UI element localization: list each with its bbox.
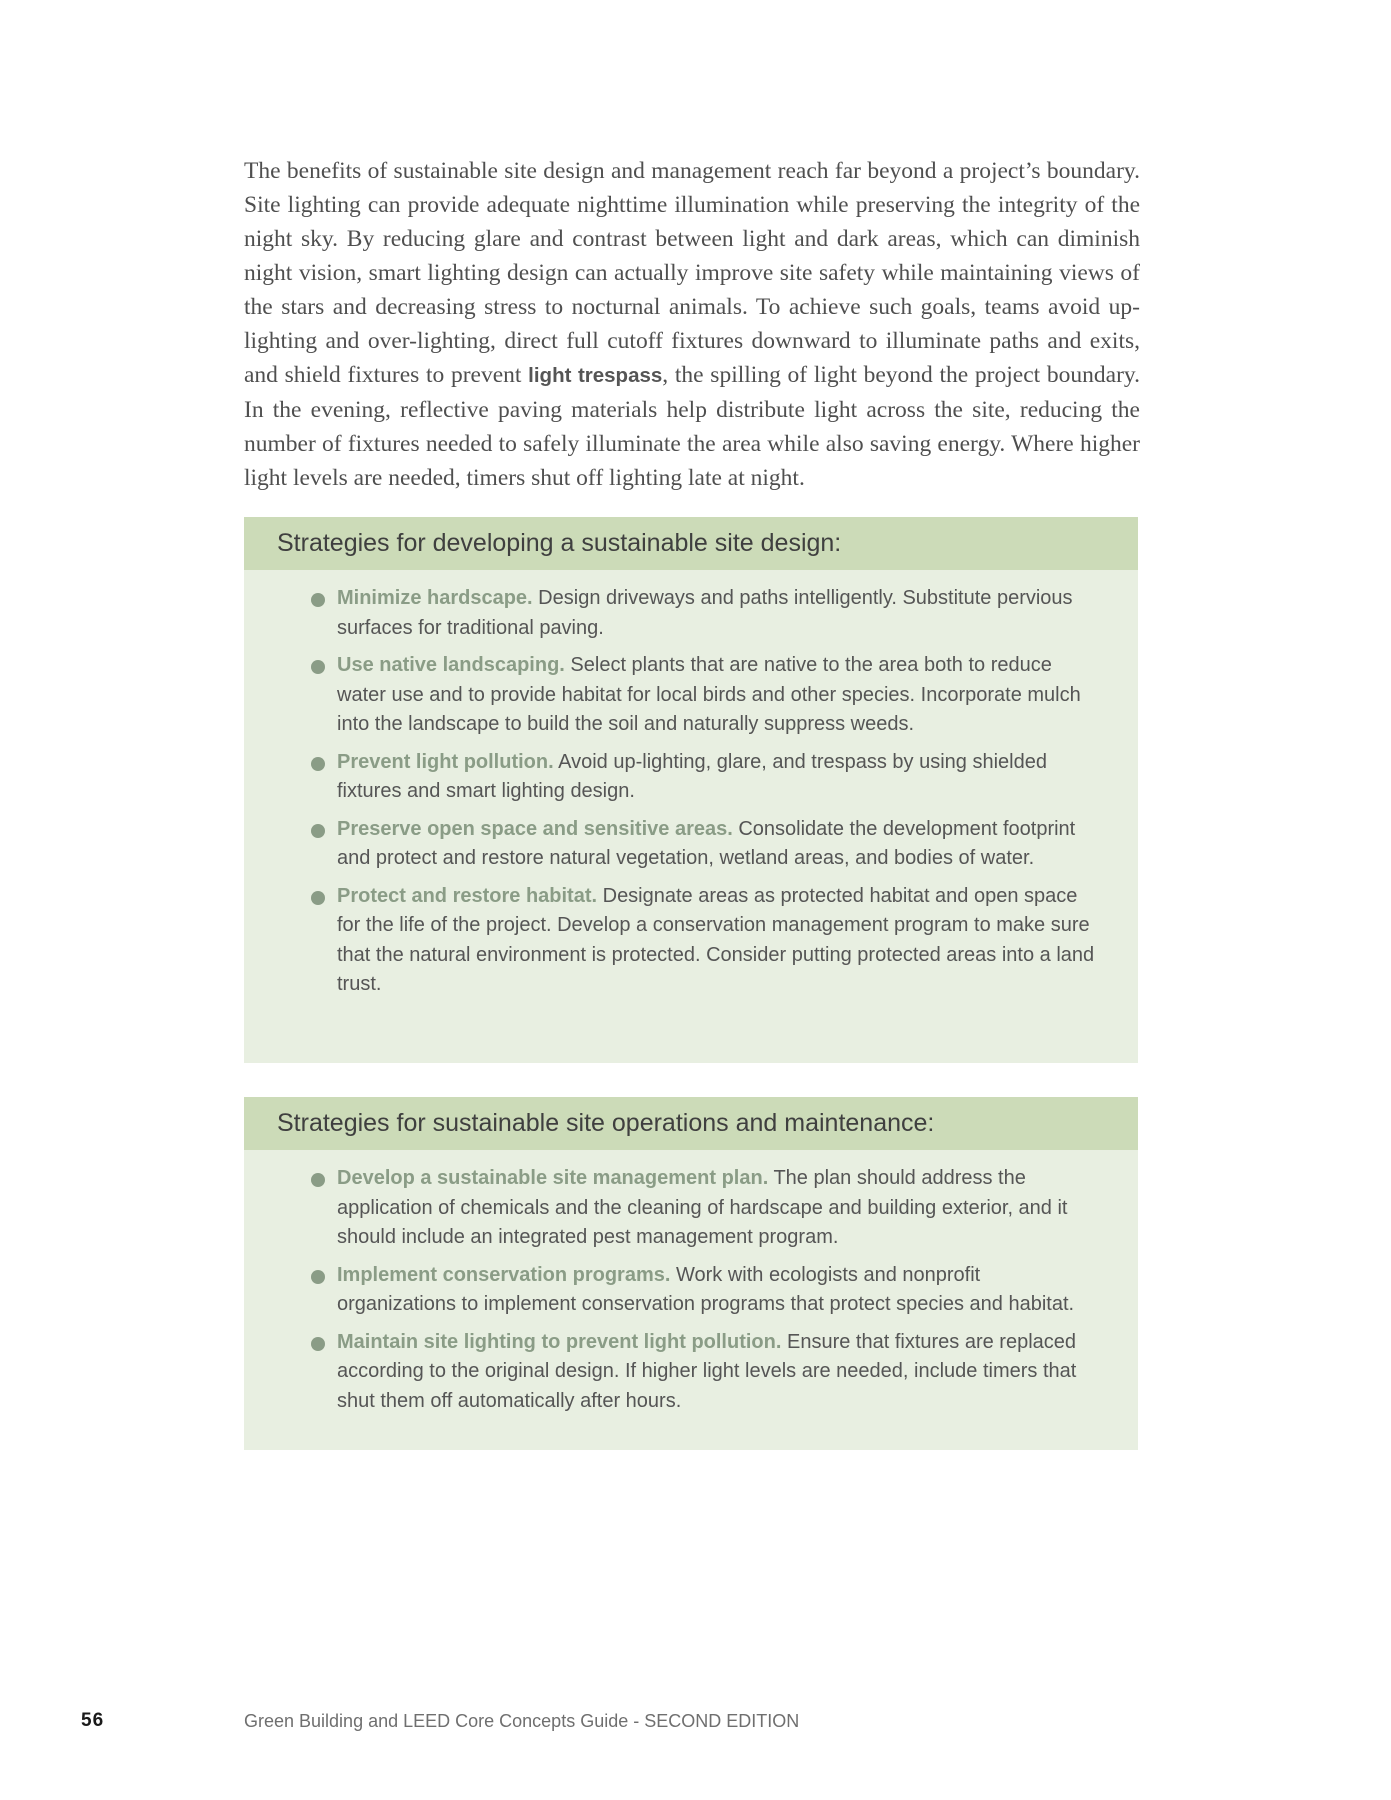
- design-strategies-box: [244, 517, 1138, 1063]
- list-item: [337, 1328, 1102, 1417]
- strategy-lead: Minimize hardscape.: [337, 587, 533, 609]
- page-number: 56: [81, 1710, 105, 1731]
- list-item: [337, 815, 1102, 874]
- strategy-text: Ensure that fixtures are replaced according to the original design. If higher light levels are needed, include timers that shut them off automatically after hours.: [337, 1330, 1077, 1412]
- list-item: [337, 882, 1102, 1000]
- list-item: [337, 1164, 1102, 1253]
- design-strategies-title: Strategies for developing a sustainable site design:: [244, 517, 1138, 570]
- strategy-lead: Implement conservation programs.: [337, 1263, 671, 1286]
- bullet-icon: [311, 824, 325, 838]
- list-item: [337, 1261, 1102, 1320]
- strategy-text: The plan should address the application of chemicals and the cleaning of hardscape and building exterior, and it should include an integrated pest management program.: [337, 1167, 1068, 1248]
- bullet-icon: [311, 593, 325, 607]
- bullet-icon: [311, 660, 325, 674]
- strategy-text: Work with ecologists and nonprofit organizations to implement conservation programs that protect species and habitat.: [337, 1263, 1075, 1315]
- strategy-text: Avoid up-lighting, glare, and trespass by using shielded fixtures and smart lighting design.: [337, 750, 1047, 802]
- strategy-text: Designate areas as protected habitat and open space for the life of the project. Develop a conservation management program to make sure that the natural environment is protected. Consider putting protected areas into a land trust.: [337, 884, 1095, 995]
- operations-strategies-list: [244, 1150, 1138, 1416]
- term-light-trespass: light trespass: [528, 364, 663, 387]
- strategy-lead: Prevent light pollution.: [337, 750, 554, 773]
- bullet-icon: [311, 1173, 325, 1187]
- strategy-lead: Use native landscaping.: [337, 654, 565, 676]
- operations-strategies-box: [244, 1097, 1138, 1450]
- strategy-text: Select plants that are native to the area both to reduce water use and to provide habitat for local birds and other species. Incorporate mulch into the landscape to build the soil and naturally suppress weeds.: [337, 654, 1081, 735]
- operations-strategies-title: Strategies for sustainable site operations and maintenance:: [244, 1097, 1138, 1150]
- running-footer-title: Green Building and LEED Core Concepts Guide - SECOND EDITION: [244, 1711, 800, 1731]
- strategy-lead: Maintain site lighting to prevent light pollution.: [337, 1330, 782, 1353]
- list-item: [337, 584, 1102, 643]
- bullet-icon: [311, 757, 325, 771]
- strategy-text: Design driveways and paths intelligently. Substitute pervious surfaces for traditional paving.: [337, 587, 1073, 639]
- intro-paragraph: [244, 154, 1140, 495]
- intro-text-after: , the spilling of light beyond the project boundary. In the evening, reflective paving materials help distribute light across the site, reducing the number of fixtures needed to safely illuminate the area while also saving energy. Where higher light levels are needed, timers shut off lighting late at night.: [244, 362, 1140, 491]
- bullet-icon: [311, 891, 325, 905]
- strategy-text: Consolidate the development footprint and protect and restore natural vegetation, wetland areas, and bodies of water.: [337, 817, 1076, 869]
- bullet-icon: [311, 1337, 325, 1351]
- strategy-lead: Develop a sustainable site management plan.: [337, 1167, 769, 1189]
- bullet-icon: [311, 1270, 325, 1284]
- intro-text-before: The benefits of sustainable site design and management reach far beyond a project’s boundary. Site lighting can provide adequate nighttime illumination while preserving the integrity of the night sky. By reducing glare and contrast between light and dark areas, which can diminish night vision, smart lighting design can actually improve site safety while maintaining views of the stars and decreasing stress to nocturnal animals. To achieve such goals, teams avoid up-lighting and over-lighting, direct full cutoff fixtures downward to illuminate paths and exits, and shield fixtures to prevent: [244, 158, 1140, 388]
- strategy-lead: Protect and restore habitat.: [337, 884, 598, 907]
- strategy-lead: Preserve open space and sensitive areas.: [337, 817, 733, 840]
- list-item: [337, 748, 1102, 807]
- design-strategies-list: [244, 570, 1138, 1000]
- list-item: [337, 651, 1102, 740]
